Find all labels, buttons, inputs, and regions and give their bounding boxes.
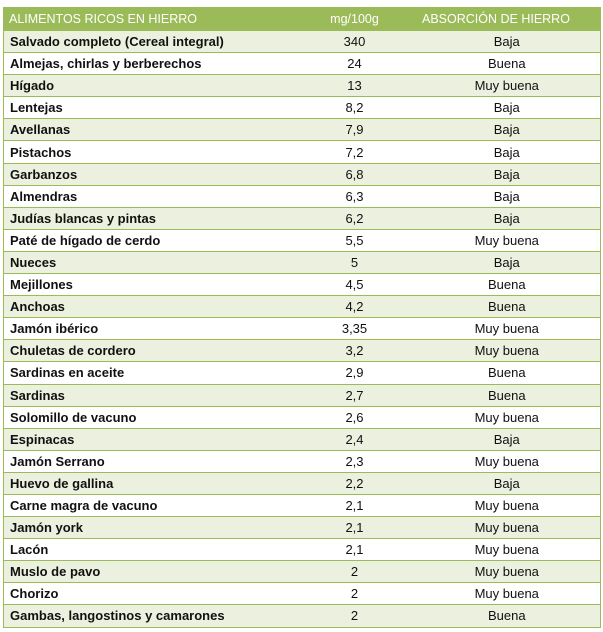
table-row (4, 31, 601, 53)
header-amount: mg/100g (296, 8, 414, 31)
food-name: Jamón york (4, 517, 296, 539)
table-row (4, 494, 601, 516)
absorption-level: Baja (414, 428, 601, 450)
iron-amount: 2,9 (296, 362, 414, 384)
iron-foods-table (3, 7, 601, 628)
iron-amount: 5,5 (296, 229, 414, 251)
absorption-level: Buena (414, 362, 601, 384)
absorption-level: Baja (414, 207, 601, 229)
table-row (4, 384, 601, 406)
table-row (4, 450, 601, 472)
absorption-level: Baja (414, 251, 601, 273)
table-row (4, 75, 601, 97)
iron-amount: 2,3 (296, 450, 414, 472)
table-row (4, 340, 601, 362)
food-name: Mejillones (4, 274, 296, 296)
iron-amount: 24 (296, 53, 414, 75)
table-row (4, 406, 601, 428)
food-name: Jamón ibérico (4, 318, 296, 340)
food-name: Nueces (4, 251, 296, 273)
food-name: Avellanas (4, 119, 296, 141)
absorption-level: Muy buena (414, 406, 601, 428)
food-name: Espinacas (4, 428, 296, 450)
iron-amount: 2,1 (296, 494, 414, 516)
absorption-level: Buena (414, 605, 601, 627)
iron-amount: 2 (296, 583, 414, 605)
iron-amount: 340 (296, 31, 414, 53)
absorption-level: Muy buena (414, 340, 601, 362)
absorption-level: Baja (414, 472, 601, 494)
food-name: Lacón (4, 539, 296, 561)
food-name: Jamón Serrano (4, 450, 296, 472)
table-row (4, 428, 601, 450)
iron-amount: 2 (296, 605, 414, 627)
food-name: Salvado completo (Cereal integral) (4, 31, 296, 53)
table-row (4, 229, 601, 251)
absorption-level: Muy buena (414, 539, 601, 561)
header-food: ALIMENTOS RICOS EN HIERRO (4, 8, 296, 31)
food-name: Sardinas en aceite (4, 362, 296, 384)
header-absorption: ABSORCIÓN DE HIERRO (414, 8, 601, 31)
iron-amount: 2,1 (296, 517, 414, 539)
food-name: Solomillo de vacuno (4, 406, 296, 428)
absorption-level: Muy buena (414, 561, 601, 583)
absorption-level: Buena (414, 296, 601, 318)
food-name: Hígado (4, 75, 296, 97)
iron-amount: 2,7 (296, 384, 414, 406)
food-name: Pistachos (4, 141, 296, 163)
absorption-level: Baja (414, 119, 601, 141)
iron-amount: 2,4 (296, 428, 414, 450)
table-header (4, 8, 601, 31)
iron-amount: 2 (296, 561, 414, 583)
iron-amount: 8,2 (296, 97, 414, 119)
iron-amount: 7,9 (296, 119, 414, 141)
table-row (4, 605, 601, 627)
food-name: Paté de hígado de cerdo (4, 229, 296, 251)
food-name: Almendras (4, 185, 296, 207)
absorption-level: Buena (414, 53, 601, 75)
table-row (4, 207, 601, 229)
absorption-level: Muy buena (414, 494, 601, 516)
table-row (4, 274, 601, 296)
food-name: Carne magra de vacuno (4, 494, 296, 516)
food-name: Muslo de pavo (4, 561, 296, 583)
food-name: Chorizo (4, 583, 296, 605)
food-name: Garbanzos (4, 163, 296, 185)
iron-amount: 2,6 (296, 406, 414, 428)
table-row (4, 185, 601, 207)
table-row (4, 583, 601, 605)
iron-amount: 4,5 (296, 274, 414, 296)
iron-amount: 13 (296, 75, 414, 97)
absorption-level: Muy buena (414, 450, 601, 472)
food-name: Gambas, langostinos y camarones (4, 605, 296, 627)
absorption-level: Baja (414, 97, 601, 119)
absorption-level: Buena (414, 274, 601, 296)
table-row (4, 539, 601, 561)
absorption-level: Muy buena (414, 318, 601, 340)
table-row (4, 561, 601, 583)
absorption-level: Muy buena (414, 583, 601, 605)
iron-amount: 2,1 (296, 539, 414, 561)
table-row (4, 53, 601, 75)
food-name: Anchoas (4, 296, 296, 318)
table-row (4, 362, 601, 384)
table-row (4, 119, 601, 141)
food-name: Huevo de gallina (4, 472, 296, 494)
table-row (4, 163, 601, 185)
table-row (4, 472, 601, 494)
absorption-level: Buena (414, 384, 601, 406)
food-name: Lentejas (4, 97, 296, 119)
food-name: Judías blancas y pintas (4, 207, 296, 229)
iron-amount: 6,8 (296, 163, 414, 185)
iron-amount: 7,2 (296, 141, 414, 163)
iron-amount: 2,2 (296, 472, 414, 494)
table-body (4, 31, 601, 628)
table-row (4, 141, 601, 163)
iron-amount: 3,35 (296, 318, 414, 340)
food-name: Almejas, chirlas y berberechos (4, 53, 296, 75)
absorption-level: Baja (414, 163, 601, 185)
table-row (4, 251, 601, 273)
header-row (4, 8, 601, 31)
table-row (4, 97, 601, 119)
food-name: Chuletas de cordero (4, 340, 296, 362)
iron-amount: 6,3 (296, 185, 414, 207)
iron-amount: 6,2 (296, 207, 414, 229)
absorption-level: Muy buena (414, 229, 601, 251)
iron-amount: 3,2 (296, 340, 414, 362)
table-row (4, 296, 601, 318)
table-row (4, 318, 601, 340)
iron-amount: 4,2 (296, 296, 414, 318)
absorption-level: Baja (414, 141, 601, 163)
absorption-level: Muy buena (414, 75, 601, 97)
food-name: Sardinas (4, 384, 296, 406)
iron-amount: 5 (296, 251, 414, 273)
absorption-level: Muy buena (414, 517, 601, 539)
absorption-level: Baja (414, 185, 601, 207)
absorption-level: Baja (414, 31, 601, 53)
table-row (4, 517, 601, 539)
